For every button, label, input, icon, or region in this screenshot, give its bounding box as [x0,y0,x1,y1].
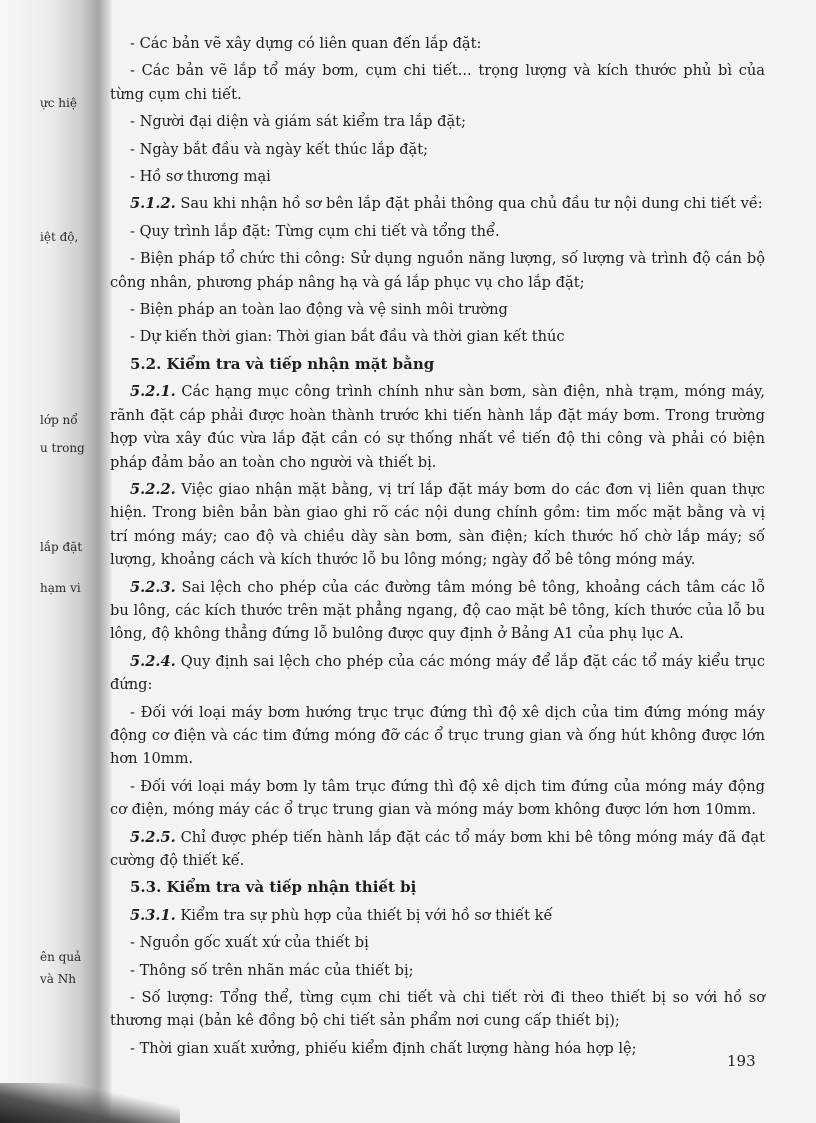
clause-number: 5.2.4. [130,652,176,670]
body-paragraph [110,986,765,1033]
margin-fragment: lắp đặt [40,540,83,554]
paragraph-text: - Thông số trên nhãn mác của thiết bị; [130,961,414,979]
paragraph-text: - Các bản vẽ xây dựng có liên quan đến lắp đặt: [130,35,482,52]
paragraph-text: Chỉ được phép tiến hành lắp đặt các tổ máy bơm khi bê tông móng máy đã đạt cường độ thiết kế. [110,828,765,869]
body-paragraph [110,701,765,771]
paragraph-text: Quy định sai lệch cho phép của các móng máy để lắp đặt các tổ máy kiểu trục đứng: [110,652,765,694]
body-paragraph [110,192,765,215]
paragraph-text: - Nguồn gốc xuất xứ của thiết bị [130,934,369,952]
paragraph-text: Sau khi nhận hồ sơ bên lắp đặt phải thông qua chủ đầu tư nội dung chi tiết về: [175,195,763,213]
paragraph-text: Việc giao nhận mặt bằng, vị trí lắp đặt máy bơm do các đơn vị liên quan thực hiện. Trong biên bản bàn giao ghi rõ các nội dung chính gồm: tim mốc mặt bằng và vị trí móng máy; cao độ và chiều dày sàn bơm, sàn điện; kích thước hố chờ lắp máy; số lượng, khoảng cách và kích thước lỗ bu lông móng; ngày đổ bê tông móng máy. [110,480,765,569]
paragraph-text: - Thời gian xuất xưởng, phiếu kiểm định chất lượng hàng hóa hợp lệ; [130,1039,637,1057]
paragraph-text: - Người đại diện và giám sát kiểm tra lắp đặt; [130,113,466,131]
margin-fragment: u trong [40,441,85,455]
body-paragraph [110,247,765,294]
body-paragraph [110,165,765,188]
body-paragraph [110,959,765,982]
body-paragraph [110,220,765,243]
margin-fragment: lớp nổ [40,413,78,427]
paragraph-text: - Ngày bắt đầu và ngày kết thúc lắp đặt; [130,140,429,158]
body-paragraph [110,650,765,697]
margin-fragment: ên quả [40,950,82,964]
paragraph-text: - Các bản vẽ lắp tổ máy bơm, cụm chi tiết... trọng lượng và kích thước phủ bì của từng cụm chi tiết. [110,62,765,103]
body-paragraph [110,110,765,133]
body-paragraph [110,59,765,106]
body-paragraph [110,32,765,55]
margin-fragment: ực hiệ [40,96,77,110]
paragraph-text: - Dự kiến thời gian: Thời gian bắt đầu và thời gian kết thúc [130,328,565,346]
margin-fragment: iệt độ, [40,230,79,244]
clause-number: 5.3.1. [130,906,176,924]
body-paragraph [110,298,765,321]
section-heading: 5.2. Kiểm tra và tiếp nhận mặt bằng [130,354,435,373]
body-paragraph [110,775,765,822]
section-heading: 5.3. Kiểm tra và tiếp nhận thiết bị [130,878,417,897]
body-paragraph [110,826,765,873]
body-paragraph [110,1037,765,1060]
paragraph-text: Các hạng mục công trình chính như sàn bơm, sàn điện, nhà trạm, móng máy, rãnh đặt cáp phải được hoàn thành trước khi tiến hành lắp đặt máy bơm. Trong trường hợp vừa xây đúc vừa lắp đặt cần có sự thống nhất về tiến độ thi công và phải có biện pháp đảm bảo an toàn cho người và thiết bị. [110,383,765,471]
paragraph-text: Sai lệch cho phép của các đường tâm móng bê tông, khoảng cách tâm các lỗ bu lông, các kích thước trên mặt phẳng ngang, độ cao mặt bê tông, kích thước của lỗ bu lông, độ không thẳng đứng lỗ bulông được quy định ở Bảng A1 của phụ lục A. [110,578,765,643]
body-paragraph [110,904,765,927]
margin-fragment: và Nh [40,972,76,986]
paragraph-text: - Đối với loại máy bơm ly tâm trục đứng thì độ xê dịch tim đứng của móng máy động cơ điện, móng máy các ổ trục trung gian và móng máy bơm không được lớn hơn 10mm. [110,777,765,819]
body-paragraph [110,380,765,474]
clause-number: 5.2.3. [130,578,176,596]
paragraph-text: - Số lượng: Tổng thể, từng cụm chi tiết và chi tiết rời đi theo thiết bị so với hồ sơ thương mại (bản kê đồng bộ chi tiết sản phẩm nơi cung cấp thiết bị); [110,989,765,1030]
body-paragraph [110,325,765,348]
clause-number: 5.2.5. [130,828,176,846]
clause-number: 5.2.2. [130,480,176,498]
paragraph-text: Kiểm tra sự phù hợp của thiết bị với hồ sơ thiết kế [175,906,553,924]
document-body [110,32,765,1064]
paragraph-text: - Đối với loại máy bơm hướng trục trục đứng thì độ xê dịch của tim đứng móng máy động cơ điện và các tim đứng móng đỡ các ổ trục trung gian và ống hút không được lớn hơn 10mm. [110,703,765,768]
body-paragraph [110,138,765,161]
body-paragraph [110,576,765,646]
clause-number: 5.2.1. [130,383,176,401]
page-number: 193 [727,1052,756,1070]
paragraph-text: - Biện pháp tổ chức thi công: Sử dụng nguồn năng lượng, số lượng và trình độ cán bộ công nhân, phương pháp nâng hạ và gá lắp phục vụ cho lắp đặt; [110,250,765,291]
body-paragraph [110,931,765,954]
clause-number: 5.1.2. [130,195,176,213]
paragraph-text: - Hồ sơ thương mại [130,168,271,186]
body-paragraph [110,478,765,572]
paragraph-text: - Quy trình lắp đặt: Từng cụm chi tiết và tổng thể. [130,222,500,240]
margin-fragment: hạm vi [40,581,81,595]
paragraph-text: - Biện pháp an toàn lao động và vệ sinh môi trường [130,301,508,319]
page-corner-shadow [0,1083,180,1123]
